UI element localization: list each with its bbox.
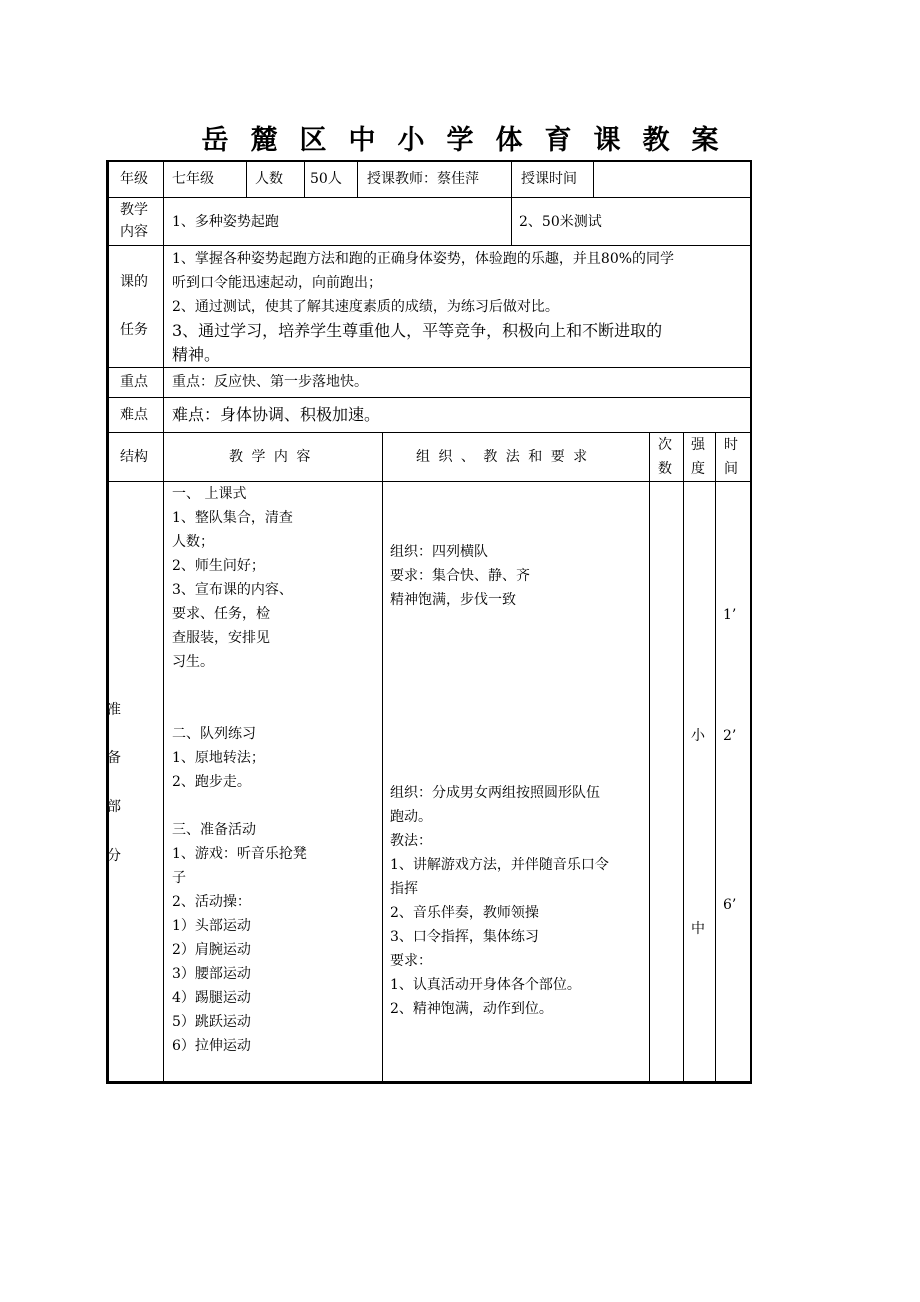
intensity-value: 中	[691, 921, 705, 937]
text-line: 1、讲解游戏方法，并伴随音乐口令	[390, 857, 609, 873]
grade-value: 七年级	[172, 171, 214, 187]
key-point-label: 重点	[120, 374, 148, 390]
text-line	[172, 794, 307, 818]
section-name-char: 备	[107, 750, 121, 766]
text-line: 要求：集合快、静、齐	[390, 568, 530, 584]
task-line: 2、通过测试，使其了解其速度素质的成绩，为练习后做对比。	[172, 299, 559, 315]
col-intensity: 强 度	[691, 437, 705, 477]
col-divider	[511, 160, 512, 245]
text-line	[172, 674, 307, 698]
col-divider	[357, 160, 358, 197]
col-divider	[593, 160, 594, 197]
col-divider	[246, 160, 247, 197]
duration-value: 6’	[723, 897, 737, 913]
content-label: 教学 内容	[120, 202, 148, 240]
content-item-1: 1、多种姿势起跑	[172, 214, 279, 230]
tasks-label-1: 课的	[120, 274, 148, 290]
text-line: 1）头部运动	[172, 918, 251, 934]
count-label: 人数	[255, 171, 283, 187]
content-item-2: 2、50米测试	[519, 214, 602, 230]
text-line: 1、整队集合，清查	[172, 510, 293, 526]
text-line: 2、师生问好；	[172, 558, 265, 574]
col-structure: 结构	[120, 449, 148, 465]
text-line: 习生。	[172, 654, 214, 670]
duration-value: 2’	[723, 728, 737, 744]
col-divider	[683, 432, 684, 1084]
text-line: 要求、任务，检	[172, 606, 270, 622]
text-line: 人数；	[172, 534, 214, 550]
col-times: 次 数	[658, 437, 672, 477]
text-line: 教法：	[390, 833, 432, 849]
text-line: 要求：	[390, 953, 432, 969]
row-divider	[106, 367, 752, 368]
col-divider	[715, 432, 716, 1084]
row-divider	[106, 397, 752, 398]
count-value: 50人	[310, 171, 342, 187]
difficulty-label: 难点	[120, 407, 148, 423]
section-content	[172, 482, 307, 1058]
text-line: 一、 上课式	[172, 486, 247, 502]
text-line: 精神饱满，步伐一致	[390, 592, 516, 608]
text-line: 二、队列练习	[172, 726, 256, 742]
tasks-label-2: 任务	[120, 322, 148, 338]
task-line: 1、掌握各种姿势起跑方法和跑的正确身体姿势，体验跑的乐趣，并且80%的同学	[172, 251, 675, 267]
task-line: 3、通过学习，培养学生尊重他人，平等竞争，积极向上和不断进取的	[172, 321, 663, 340]
text-line: 3）腰部运动	[172, 966, 251, 982]
text-line: 2、跑步走。	[172, 774, 251, 790]
organization-block-1	[390, 540, 530, 612]
text-line: 4）踢腿运动	[172, 990, 251, 1006]
text-line: 组织：四列横队	[390, 544, 488, 560]
tasks-list	[172, 247, 674, 367]
col-organization: 组 织 、 教 法 和 要 求	[416, 449, 590, 465]
row-divider	[106, 197, 752, 198]
text-line: 2、音乐伴奏，教师领操	[390, 905, 539, 921]
task-line: 听到口令能迅速起动，向前跑出；	[172, 275, 382, 291]
difficulty-value: 难点：身体协调、积极加速。	[172, 405, 381, 424]
text-line: 三、准备活动	[172, 822, 256, 838]
col-divider	[649, 432, 650, 1084]
text-line: 5）跳跃运动	[172, 1014, 251, 1030]
page-title: 岳麓区中小学体育课教案	[201, 125, 741, 156]
text-line: 指挥	[390, 881, 418, 897]
col-duration: 时 间	[724, 437, 738, 477]
text-line: 6）拉伸运动	[172, 1038, 251, 1054]
section-name-char: 准	[107, 702, 121, 718]
text-line: 2）肩腕运动	[172, 942, 251, 958]
text-line: 3、宣布课的内容、	[172, 582, 293, 598]
intensity-value: 小	[691, 728, 705, 744]
col-divider	[382, 432, 383, 1084]
text-line: 组织：分成男女两组按照圆形队伍	[390, 785, 600, 801]
text-line: 查服装，安排见	[172, 630, 270, 646]
row-divider	[106, 432, 752, 433]
text-line: 跑动。	[390, 809, 432, 825]
text-line: 2、活动操：	[172, 894, 251, 910]
section-name-char: 部	[107, 799, 121, 815]
key-point-value: 重点：反应快、第一步落地快。	[172, 374, 368, 390]
text-line: 1、原地转法；	[172, 750, 265, 766]
section-name-char: 分	[107, 848, 121, 864]
grade-label: 年级	[120, 171, 148, 187]
col-content: 教 学 内 容	[229, 449, 313, 465]
col-divider	[163, 160, 164, 1084]
teacher-name: 授课教师：蔡佳萍	[367, 171, 479, 187]
organization-block-2	[390, 781, 609, 1021]
row-divider	[106, 245, 752, 246]
col-divider	[304, 160, 305, 197]
text-line: 1、认真活动开身体各个部位。	[390, 977, 581, 993]
task-line: 精神。	[172, 345, 221, 364]
text-line: 1、游戏：听音乐抢凳	[172, 846, 307, 862]
text-line: 2、精神饱满，动作到位。	[390, 1001, 553, 1017]
duration-value: 1’	[723, 607, 737, 623]
text-line: 子	[172, 870, 186, 886]
text-line	[172, 698, 307, 722]
text-line: 3、口令指挥，集体练习	[390, 929, 539, 945]
time-label: 授课时间	[521, 171, 577, 187]
